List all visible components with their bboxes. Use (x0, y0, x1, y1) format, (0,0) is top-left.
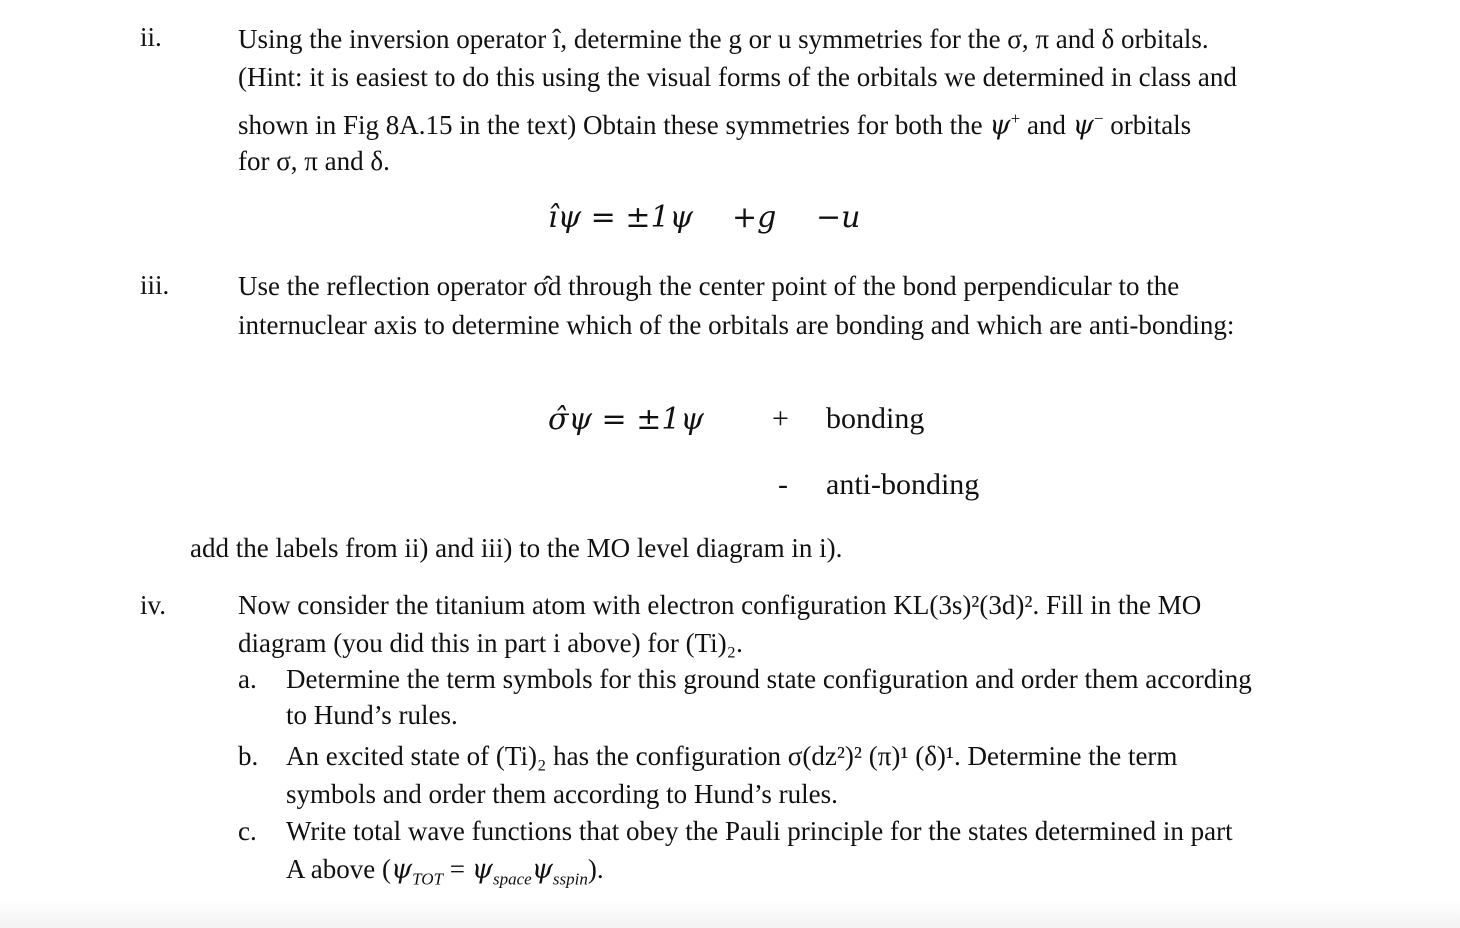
equals-sign: = (443, 854, 472, 884)
item-c-line2-text: A above ( (286, 854, 391, 884)
item-ii-label: ii. (140, 22, 162, 52)
item-c-label: c. (238, 816, 257, 846)
space-subscript: space (492, 869, 532, 889)
item-b-line1: An excited state of (Ti)₂ has the configuration σ(dz²)² (π)¹ (δ)¹. Determine the term (286, 741, 1178, 771)
item-iii-line2: internuclear axis to determine which of the orbitals are bonding and which are anti-bonding: (238, 310, 1235, 340)
minus-superscript: − (1093, 109, 1104, 128)
item-c-line1: Write total wave functions that obey the Pauli principle for the states determined in part (286, 816, 1233, 846)
page-bottom-edge (0, 900, 1460, 928)
eq-g-label: +g (732, 200, 777, 235)
eq-u-label: −u (816, 200, 861, 235)
orbitals-text: orbitals (1103, 110, 1192, 140)
item-iv-line1: Now consider the titanium atom with electron configuration KL(3s)²(3d)². Fill in the MO (238, 590, 1202, 620)
add-labels-instruction: add the labels from ii) and iii) to the MO level diagram in i). (190, 533, 843, 563)
item-ii-line1: Using the inversion operator î, determine the g or u symmetries for the σ, π and δ orbitals. (238, 24, 1209, 54)
closing-paren: ). (587, 854, 604, 884)
plus-superscript: + (1010, 109, 1021, 128)
reflection-equation (548, 402, 704, 437)
bonding-label: bonding (826, 402, 925, 435)
inversion-equation (548, 200, 693, 235)
item-ii-line2: (Hint: it is easiest to do this using the visual forms of the orbitals we determined in class and (238, 62, 1237, 92)
item-a-line2: to Hund’s rules. (286, 700, 458, 730)
item-ii-line4: for σ, π and δ. (238, 146, 390, 176)
tot-subscript: TOT (412, 869, 444, 889)
psi-minus-symbol: ψ (1072, 110, 1094, 141)
reflection-equation-lhs: σ̂ψ = ±1ψ (548, 402, 704, 437)
psi-space-symbol: ψ (471, 854, 493, 885)
item-c-line2 (286, 850, 604, 898)
item-iv-line2: diagram (you did this in part i above) for (Ti)₂. (238, 628, 743, 658)
psi-plus-symbol: ψ (989, 110, 1011, 141)
item-b-label: b. (238, 741, 259, 771)
antibonding-sign: - (778, 468, 788, 501)
psi-tot-symbol: ψ (390, 854, 413, 885)
sspin-subscript: sspin (552, 869, 588, 889)
item-b-line2: symbols and order them according to Hund’s rules. (286, 779, 838, 809)
item-ii-line3 (238, 100, 1191, 145)
item-ii-line3-text: shown in Fig 8A.15 in the text) Obtain these symmetries for both the (238, 110, 990, 140)
and-text: and (1020, 110, 1073, 140)
inversion-equation-lhs: îψ = ±1ψ (548, 200, 694, 235)
item-a-line1: Determine the term symbols for this ground state configuration and order them according (286, 664, 1252, 694)
item-iii-line1: Use the reflection operator σ̂d through the center point of the bond perpendicular to the (238, 271, 1180, 301)
antibonding-label: anti-bonding (826, 468, 980, 501)
item-iii-label: iii. (140, 270, 170, 300)
psi-spin-symbol: ψ (531, 854, 553, 885)
bonding-sign: + (772, 402, 789, 435)
item-iv-label: iv. (140, 590, 166, 620)
item-a-label: a. (238, 664, 257, 694)
